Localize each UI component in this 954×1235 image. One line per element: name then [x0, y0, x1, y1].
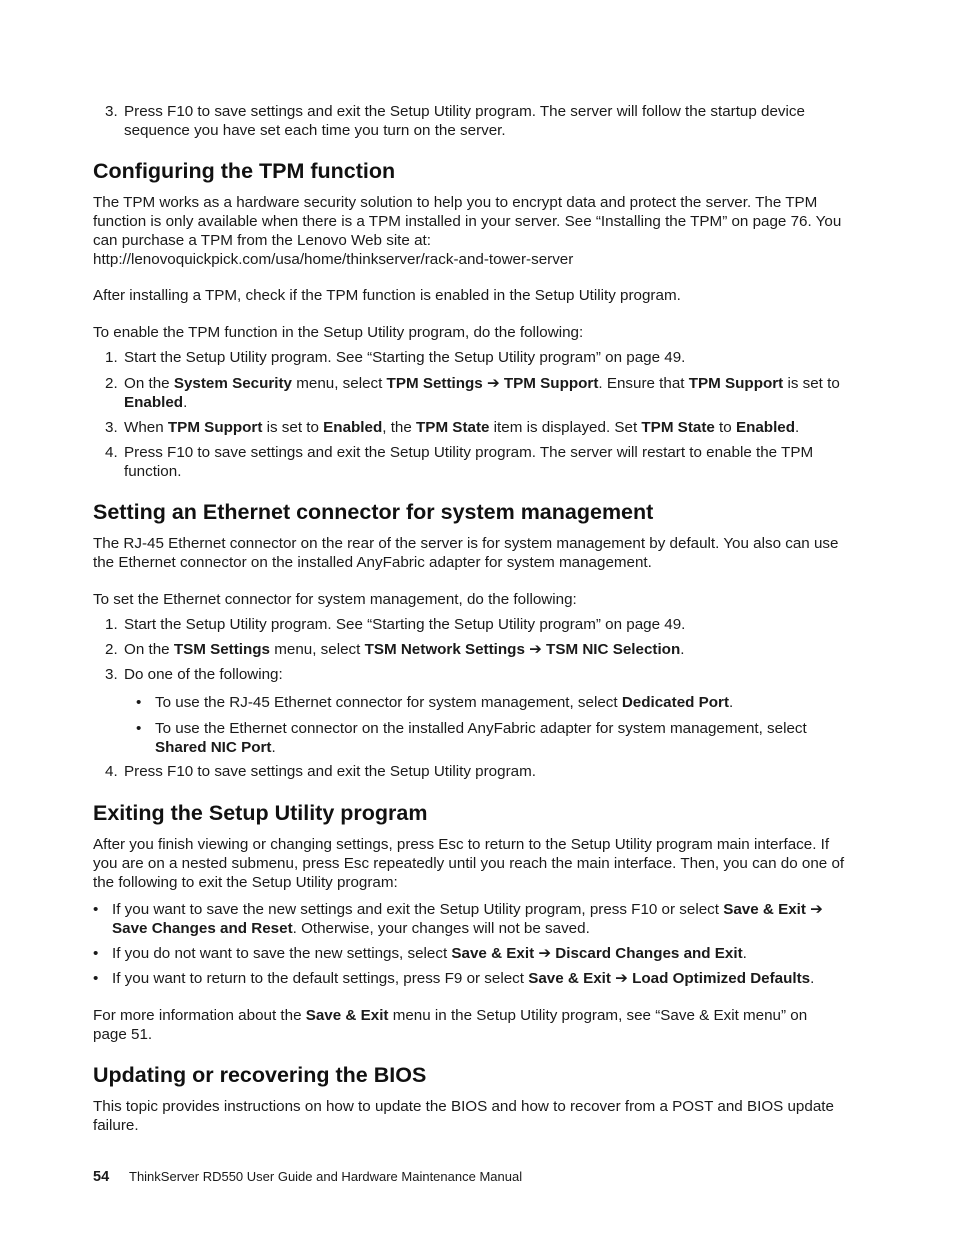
step-number: 2. — [105, 375, 118, 392]
heading-updating-bios: Updating or recovering the BIOS — [93, 1063, 427, 1087]
exit-bullet-defaults — [93, 969, 853, 988]
top-step-3 — [93, 102, 853, 140]
tpm-step-3 — [93, 418, 853, 437]
bullet-text: To use the RJ-45 Ethernet connector for system management, select Dedicated Port. — [155, 694, 734, 711]
step-text: On the System Security menu, select TPM Settings ➔ TPM Support. Ensure that TPM Support is set to Enabled. — [124, 375, 840, 411]
exit-bullet-discard — [93, 944, 853, 963]
step-number: 1. — [105, 349, 118, 366]
bullet-text: If you do not want to save the new settings, select Save & Exit ➔ Discard Changes and Exit. — [112, 945, 747, 962]
page-number: 54 — [93, 1169, 110, 1185]
eth-step-3 — [93, 665, 853, 684]
bullet: • — [136, 720, 142, 737]
bullet-text: If you want to return to the default settings, press F9 or select Save & Exit ➔ Load Optimized Defaults. — [112, 970, 815, 987]
step-text: Press F10 to save settings and exit the Setup Utility program. The server will restart to enable the TPM function. — [124, 444, 814, 480]
exit-bullet-save — [93, 900, 853, 938]
bullet: • — [136, 694, 142, 711]
eth-step-1 — [93, 615, 853, 634]
step-number: 2. — [105, 641, 118, 658]
step-text: Do one of the following: — [124, 666, 283, 683]
tpm-intro-text: The TPM works as a hardware security solution to help you to encrypt data and protect the server. The TPM function is only available when there is a TPM installed in your server. See “Installing the TPM” on page 76. You can purchase a TPM from the Lenovo Web site at: — [93, 194, 842, 249]
step-number: 3. — [105, 103, 118, 120]
heading-configuring-tpm: Configuring the TPM function — [93, 159, 396, 183]
step-text: Start the Setup Utility program. See “Starting the Setup Utility program” on page 49. — [124, 349, 686, 366]
step-number: 4. — [105, 763, 118, 780]
eth-bullet-shared-nic-port — [136, 719, 836, 757]
step-text: Start the Setup Utility program. See “Starting the Setup Utility program” on page 49. — [124, 616, 686, 633]
bullet: • — [93, 945, 99, 962]
step-text: On the TSM Settings menu, select TSM Network Settings ➔ TSM NIC Selection. — [124, 641, 685, 658]
heading-ethernet-connector: Setting an Ethernet connector for system management — [93, 500, 654, 524]
eth-intro-paragraph: The RJ-45 Ethernet connector on the rear of the server is for system management by default. You also can use the Ethernet connector on the installed AnyFabric adapter for system management. — [93, 535, 839, 571]
step-number: 1. — [105, 616, 118, 633]
eth-step-2 — [93, 640, 853, 659]
step-number: 3. — [105, 419, 118, 436]
page-footer — [93, 1167, 522, 1187]
tpm-step-1 — [93, 348, 853, 367]
eth-step-4 — [93, 762, 853, 781]
tpm-check-paragraph: After installing a TPM, check if the TPM function is enabled in the Setup Utility program. — [93, 287, 681, 304]
heading-exiting-setup: Exiting the Setup Utility program — [93, 801, 428, 825]
step-text: Press F10 to save settings and exit the Setup Utility program. The server will follow the startup device sequence you have set each time you turn on the server. — [124, 103, 805, 139]
step-text: When TPM Support is set to Enabled, the TPM State item is displayed. Set TPM State to Enabled. — [124, 419, 800, 436]
tpm-enable-intro: To enable the TPM function in the Setup Utility program, do the following: — [93, 324, 584, 341]
bullet-text: If you want to save the new settings and exit the Setup Utility program, press F10 or select Save & Exit ➔ Save Changes and Reset. Otherwise, your changes will not be saved. — [112, 901, 823, 937]
eth-set-intro: To set the Ethernet connector for system management, do the following: — [93, 591, 577, 608]
step-number: 4. — [105, 444, 118, 461]
step-number: 3. — [105, 666, 118, 683]
tpm-step-2 — [93, 374, 853, 412]
bullet-text: To use the Ethernet connector on the installed AnyFabric adapter for system management, select Shared NIC Port. — [155, 720, 807, 756]
exit-more-info-paragraph: For more information about the Save & Exit menu in the Setup Utility program, see “Save & Exit menu” on page 51. — [93, 1007, 808, 1043]
bullet: • — [93, 901, 99, 918]
lenovo-url: http://lenovoquickpick.com/usa/home/thinkserver/rack-and-tower-server — [93, 251, 574, 268]
bullet: • — [93, 970, 99, 987]
step-text: Press F10 to save settings and exit the Setup Utility program. — [124, 763, 536, 780]
tpm-step-4 — [93, 443, 853, 481]
exit-intro-paragraph: After you finish viewing or changing settings, press Esc to return to the Setup Utility program main interface. If you are on a nested submenu, press Esc repeatedly until you reach the main interface. Then, you can do one of the following to exit the Setup Utility program: — [93, 836, 845, 891]
footer-title: ThinkServer RD550 User Guide and Hardware Maintenance Manual — [129, 1169, 523, 1184]
tpm-intro-paragraph — [93, 193, 853, 269]
eth-bullet-dedicated-port — [136, 693, 853, 712]
bios-intro-paragraph: This topic provides instructions on how to update the BIOS and how to recover from a POST and BIOS update failure. — [93, 1098, 834, 1134]
